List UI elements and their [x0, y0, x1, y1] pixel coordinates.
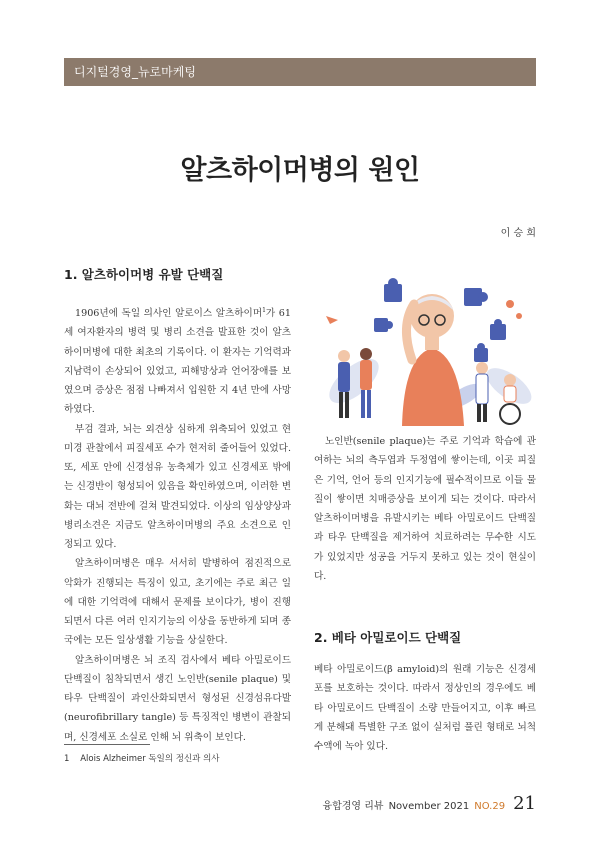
right-column — [314, 432, 536, 586]
footnote-text: Alois Alzheimer 독일의 정신과 의사 — [80, 754, 220, 764]
issue-date: November 2021 — [388, 801, 470, 812]
section1-paragraph-3: 알츠하이머병은 매우 서서히 발병하여 점진적으로 악화가 진행되는 특징이 있고, 초기에는 주로 최근 일에 대한 기억력에 대해서 문제를 보이다가, 병이 진행되면서 다른 여러 인지기능의 이상을 동반하게 되며 종국에는 모든 일상생활 기능을 상실한다. — [64, 558, 291, 647]
section1-heading: 1. 알츠하이머병 유발 단백질 — [64, 267, 224, 282]
section-header-bar — [64, 58, 536, 86]
page-number: 21 — [513, 793, 536, 814]
page-title: 알츠하이머병의 원인 — [180, 155, 420, 186]
alzheimer-illustration — [314, 276, 536, 428]
footnote-marker[interactable]: 1 — [262, 306, 266, 314]
elderly-man-figure — [402, 294, 464, 426]
section-label: 디지털경영_뉴로마케팅 — [74, 65, 196, 79]
paragraph-text: 1906년에 독일 의사인 알로이스 알츠하이머 — [75, 308, 263, 319]
author-name: 이 승 희 — [500, 228, 536, 239]
footnote-number: 1 — [64, 754, 70, 764]
journal-name: 융합경영 리뷰 — [322, 801, 384, 812]
section1-paragraph-1 — [64, 304, 291, 420]
section2-body — [314, 660, 536, 756]
issue-number: NO.29 — [474, 801, 506, 812]
page-footer — [322, 793, 536, 814]
section2-heading: 2. 베타 아밀로이드 단백질 — [314, 630, 462, 645]
paragraph-text: 가 61세 여자환자의 병력 및 병리 소견을 발표한 것이 알츠하이머병에 대한 최초의 기록이다. 이 환자는 기억력과 지남력이 손상되어 있었고, 피해망상과 언어장애를 보였으며 증상은 점점 나빠져서 입원한 지 4년 만에 사망하였다. — [64, 308, 291, 416]
right-paragraph-1: 노인반(senile plaque)는 주로 기억과 학습에 관여하는 뇌의 측두엽과 두정엽에 쌓이는데, 이곳 피질은 기억, 언어 등의 인지기능에 필수적이므로 이들 물질이 쌓이면 치매증상을 보이게 되는 것이다. 따라서 알츠하이머병을 유발시키는 베타 아밀로이드 단백질과 타우 단백질을 제거하여 치료하려는 무수한 시도가 있었지만 성공을 거두지 못하고 있는 것이 현실이다. — [314, 436, 536, 582]
footnote-divider — [64, 744, 150, 745]
section1-paragraph-2: 부검 결과, 뇌는 외견상 심하게 위축되어 있었고 현미경 관찰에서 피질세포 수가 현저히 줄어들어 있었다. 또, 세포 안에 신경섬유 농축체가 있고 신경세포 밖에는 신경반이 형성되어 있음을 확인하였으며, 이러한 변화는 대뇌 전반에 걸쳐 발견되었다. 이상의 임상양상과 병리소견은 지금도 알츠하이머병의 주요 소견으로 인정되고 있다. — [64, 423, 291, 550]
left-column — [64, 304, 291, 747]
section1-paragraph-4: 알츠하이머병은 뇌 조직 검사에서 베타 아밀로이드 단백질이 침착되면서 생긴 노인반(senile plaque) 및 타우 단백질이 과인산화되면서 형성된 신경섬유다발(neurofibrillary tangle) 등 특징적인 병변이 관찰되며, 신경세포 소실로 인해 뇌 위축이 보인다. — [64, 654, 291, 743]
section2-paragraph-1: 베타 아밀로이드(β amyloid)의 원래 기능은 신경세포를 보호하는 것이다. 따라서 정상인의 경우에도 베타 아밀로이드 단백질이 소량 만들어지고, 이후 빠르게 분해돼 특별한 구조 없이 실처럼 풀린 형태로 뇌척수액에 녹아 있다. — [314, 664, 536, 752]
footnote — [64, 752, 220, 764]
